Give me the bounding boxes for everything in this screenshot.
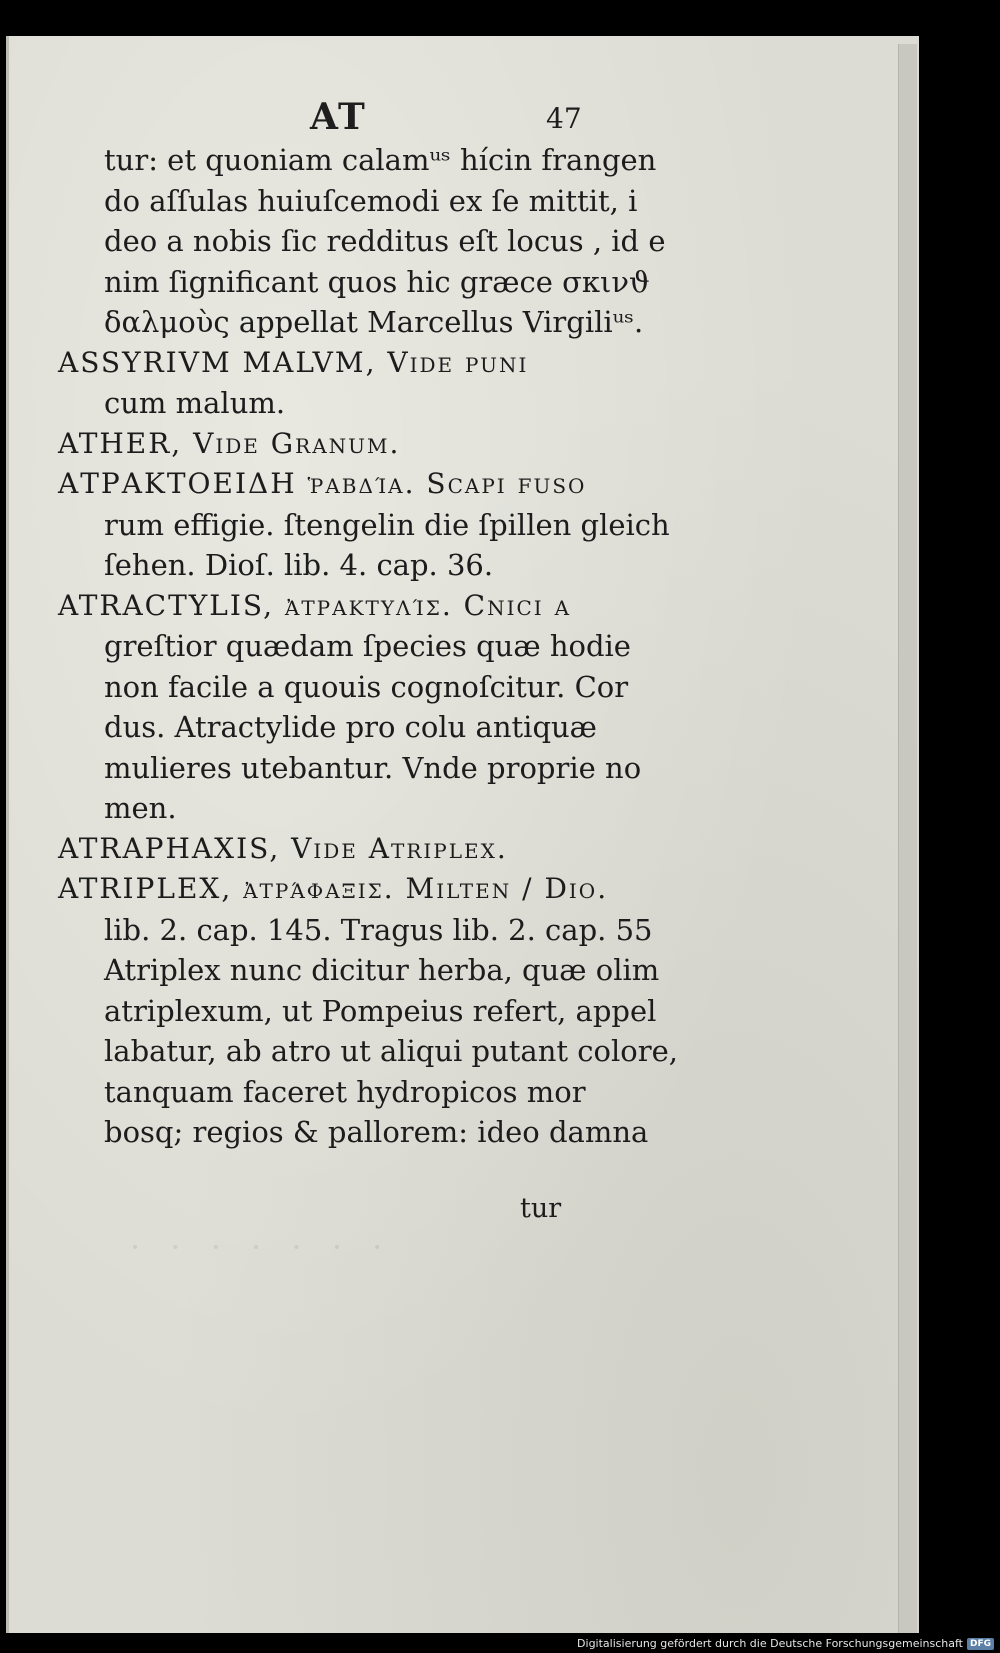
entry-line: ASSYRIVM MALVM, Vide puni (58, 345, 529, 379)
body-text (58, 140, 678, 1153)
text-line: mulieres utebantur. Vnde proprie no (104, 750, 642, 785)
page-edge (898, 44, 917, 1633)
entry-line: ΑΤΡΑΚΤΟΕΙΔΗ ῥαβδία. Scapi fuſo (58, 467, 587, 500)
text-line: tanquam faceret hydropicos mor (104, 1074, 586, 1109)
running-head (310, 96, 610, 140)
page-number: 47 (546, 102, 582, 135)
text-line: greſtior quædam ſpecies quæ hodie (104, 629, 631, 663)
text-line: lib. 2. cap. 145. Tragus lib. 2. cap. 55 (104, 912, 653, 947)
text-line: cum malum. (104, 386, 286, 420)
footer-credit: Digitalisierung gefördert durch die Deutsche Forschungsgemeinschaft (577, 1637, 963, 1650)
text-line: men. (104, 791, 177, 825)
text-line: atriplexum, ut Pompeius refert, appel (104, 993, 657, 1028)
dfg-logo-icon: DFG (967, 1638, 994, 1650)
text-line: non facile a quouis cognoſcitur. Cor (104, 669, 629, 704)
text-line: nim ſignificant quos hic græce σκινϑ (104, 264, 650, 299)
entry-line: ATRACTYLIS, ἀτρακτυλίς. Cnici a (58, 588, 572, 622)
text-line: tur: et quoniam calamᵘˢ hícin frangen (104, 143, 657, 177)
catchword: tur (520, 1193, 562, 1224)
text-line: Atriplex nunc dicitur herba, quæ olim (104, 953, 660, 987)
text-line: do aſſulas huiuſcemodi ex ſe mittit, i (104, 183, 638, 218)
show-through-ink: · · · · · · · (130, 1228, 393, 1266)
text-line: rum effigie. ſtengelin die ſpillen gleich (104, 507, 670, 542)
entry-line: ATRIPLEX, ἀτράφαξις. Milten / Dio. (58, 872, 609, 905)
text-line: labatur, ab atro ut aliqui putant colore, (104, 1034, 678, 1068)
text-line: dus. Atractylide pro colu antiquæ (104, 710, 597, 744)
text-line: deo a nobis ſic redditus eſt locus , id e (104, 224, 666, 258)
running-head-letters: AT (310, 96, 367, 138)
footer (577, 1634, 994, 1653)
text-line: ſehen. Dioſ. lib. 4. cap. 36. (104, 548, 494, 582)
entry-line: ATRAPHAXIS, Vide Atriplex. (58, 831, 508, 865)
entry-line: ATHER, Vide Granum. (58, 426, 401, 460)
text-line: bosq; regios & pallorem: ideo damna (104, 1115, 649, 1149)
text-line: δαλμοὺς appellat Marcellus Virgiliᵘˢ. (104, 305, 644, 339)
